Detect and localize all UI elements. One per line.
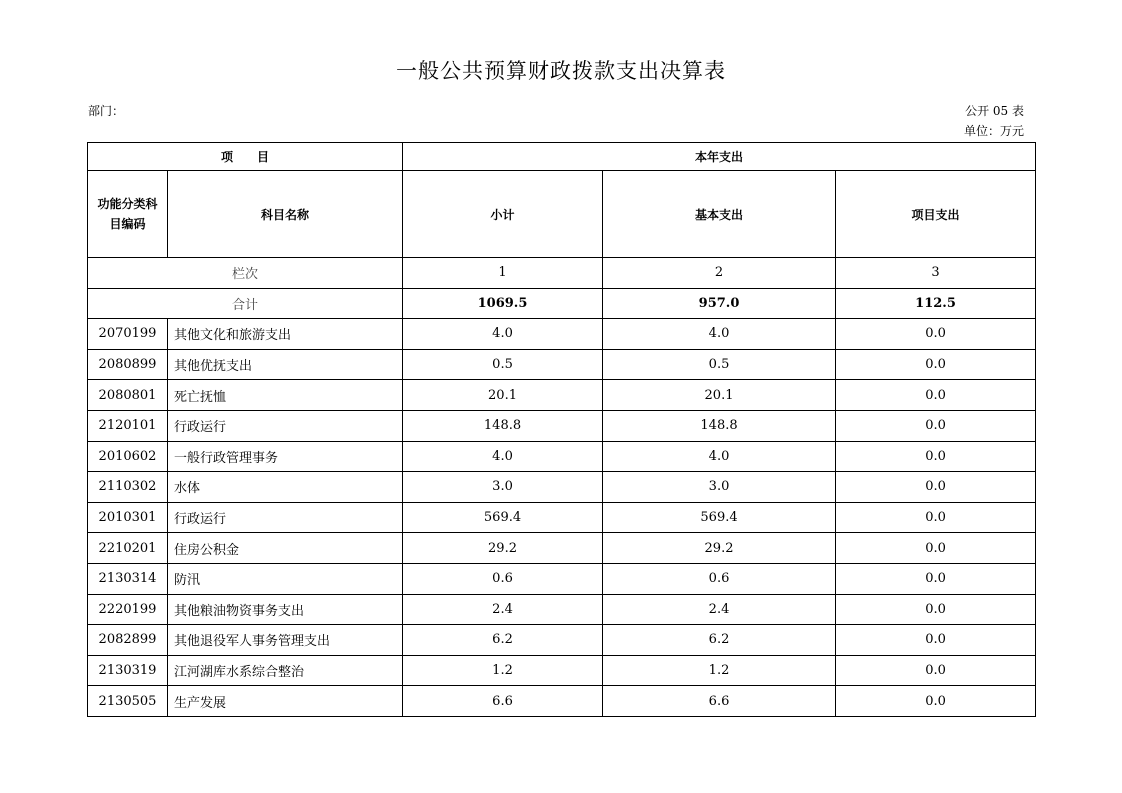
row-basic: 569.4 xyxy=(603,502,836,533)
row-name: 生产发展 xyxy=(168,686,403,717)
row-name: 其他文化和旅游支出 xyxy=(168,319,403,350)
table-row xyxy=(88,594,1036,625)
header-current-year: 本年支出 xyxy=(403,143,1036,171)
row-subtotal: 569.4 xyxy=(403,502,603,533)
table-row xyxy=(88,502,1036,533)
header-project: 项 目 xyxy=(88,143,403,171)
row-code: 2120101 xyxy=(88,410,168,441)
row-basic: 29.2 xyxy=(603,533,836,564)
total-label: 合计 xyxy=(88,288,403,319)
row-subtotal: 6.6 xyxy=(403,686,603,717)
row-basic: 20.1 xyxy=(603,380,836,411)
header-row-1 xyxy=(88,143,1036,171)
row-code: 2082899 xyxy=(88,625,168,656)
table-row xyxy=(88,410,1036,441)
table-row xyxy=(88,472,1036,503)
header-name: 科目名称 xyxy=(168,171,403,258)
row-code: 2010301 xyxy=(88,502,168,533)
row-name: 其他优抚支出 xyxy=(168,349,403,380)
department-label: 部门： xyxy=(88,104,125,118)
column-number-3: 3 xyxy=(836,258,1036,289)
row-name: 死亡抚恤 xyxy=(168,380,403,411)
row-subtotal: 4.0 xyxy=(403,441,603,472)
unit-label: 单位：万元 xyxy=(963,124,1024,138)
row-subtotal: 1.2 xyxy=(403,655,603,686)
row-basic: 0.6 xyxy=(603,563,836,594)
column-number-2: 2 xyxy=(603,258,836,289)
row-name: 住房公积金 xyxy=(168,533,403,564)
table-row xyxy=(88,349,1036,380)
row-code: 2080899 xyxy=(88,349,168,380)
header-subtotal: 小计 xyxy=(403,171,603,258)
row-name: 一般行政管理事务 xyxy=(168,441,403,472)
table-row xyxy=(88,686,1036,717)
table-row xyxy=(88,441,1036,472)
expenditure-table xyxy=(87,142,1036,717)
total-row xyxy=(88,288,1036,319)
row-basic: 4.0 xyxy=(603,441,836,472)
row-basic: 0.5 xyxy=(603,349,836,380)
column-number-label: 栏次 xyxy=(88,258,403,289)
row-basic: 3.0 xyxy=(603,472,836,503)
row-subtotal: 0.5 xyxy=(403,349,603,380)
row-code: 2130319 xyxy=(88,655,168,686)
row-basic: 6.2 xyxy=(603,625,836,656)
row-project: 0.0 xyxy=(836,472,1036,503)
row-basic: 148.8 xyxy=(603,410,836,441)
form-number: 公开 05 表 xyxy=(965,104,1024,118)
row-code: 2210201 xyxy=(88,533,168,564)
row-code: 2110302 xyxy=(88,472,168,503)
row-basic: 2.4 xyxy=(603,594,836,625)
row-subtotal: 3.0 xyxy=(403,472,603,503)
row-name: 行政运行 xyxy=(168,410,403,441)
column-number-1: 1 xyxy=(403,258,603,289)
row-code: 2130314 xyxy=(88,563,168,594)
row-project: 0.0 xyxy=(836,533,1036,564)
header-code: 功能分类科目编码 xyxy=(88,171,168,258)
row-name: 江河湖库水系综合整治 xyxy=(168,655,403,686)
table-row xyxy=(88,563,1036,594)
page-title: 一般公共预算财政拨款支出决算表 xyxy=(396,59,726,83)
row-project: 0.0 xyxy=(836,319,1036,350)
row-project: 0.0 xyxy=(836,380,1036,411)
table-row xyxy=(88,319,1036,350)
row-code: 2080801 xyxy=(88,380,168,411)
table-row xyxy=(88,655,1036,686)
row-project: 0.0 xyxy=(836,410,1036,441)
row-name: 水体 xyxy=(168,472,403,503)
row-basic: 4.0 xyxy=(603,319,836,350)
header-row-2 xyxy=(88,171,1036,258)
table-row xyxy=(88,625,1036,656)
row-code: 2070199 xyxy=(88,319,168,350)
row-subtotal: 0.6 xyxy=(403,563,603,594)
row-name: 其他退役军人事务管理支出 xyxy=(168,625,403,656)
row-project: 0.0 xyxy=(836,686,1036,717)
table-row xyxy=(88,380,1036,411)
row-subtotal: 6.2 xyxy=(403,625,603,656)
column-number-row xyxy=(88,258,1036,289)
header-basic: 基本支出 xyxy=(603,171,836,258)
row-code: 2130505 xyxy=(88,686,168,717)
row-project: 0.0 xyxy=(836,502,1036,533)
row-subtotal: 148.8 xyxy=(403,410,603,441)
header-project-expense: 项目支出 xyxy=(836,171,1036,258)
row-project: 0.0 xyxy=(836,655,1036,686)
row-basic: 6.6 xyxy=(603,686,836,717)
row-name: 行政运行 xyxy=(168,502,403,533)
row-project: 0.0 xyxy=(836,441,1036,472)
row-basic: 1.2 xyxy=(603,655,836,686)
table-row xyxy=(88,533,1036,564)
row-project: 0.0 xyxy=(836,563,1036,594)
row-subtotal: 2.4 xyxy=(403,594,603,625)
total-subtotal: 1069.5 xyxy=(403,288,603,319)
total-project: 112.5 xyxy=(836,288,1036,319)
row-name: 防汛 xyxy=(168,563,403,594)
row-project: 0.0 xyxy=(836,625,1036,656)
row-subtotal: 4.0 xyxy=(403,319,603,350)
row-project: 0.0 xyxy=(836,594,1036,625)
row-project: 0.0 xyxy=(836,349,1036,380)
total-basic: 957.0 xyxy=(603,288,836,319)
row-code: 2220199 xyxy=(88,594,168,625)
row-subtotal: 29.2 xyxy=(403,533,603,564)
row-name: 其他粮油物资事务支出 xyxy=(168,594,403,625)
row-subtotal: 20.1 xyxy=(403,380,603,411)
row-code: 2010602 xyxy=(88,441,168,472)
